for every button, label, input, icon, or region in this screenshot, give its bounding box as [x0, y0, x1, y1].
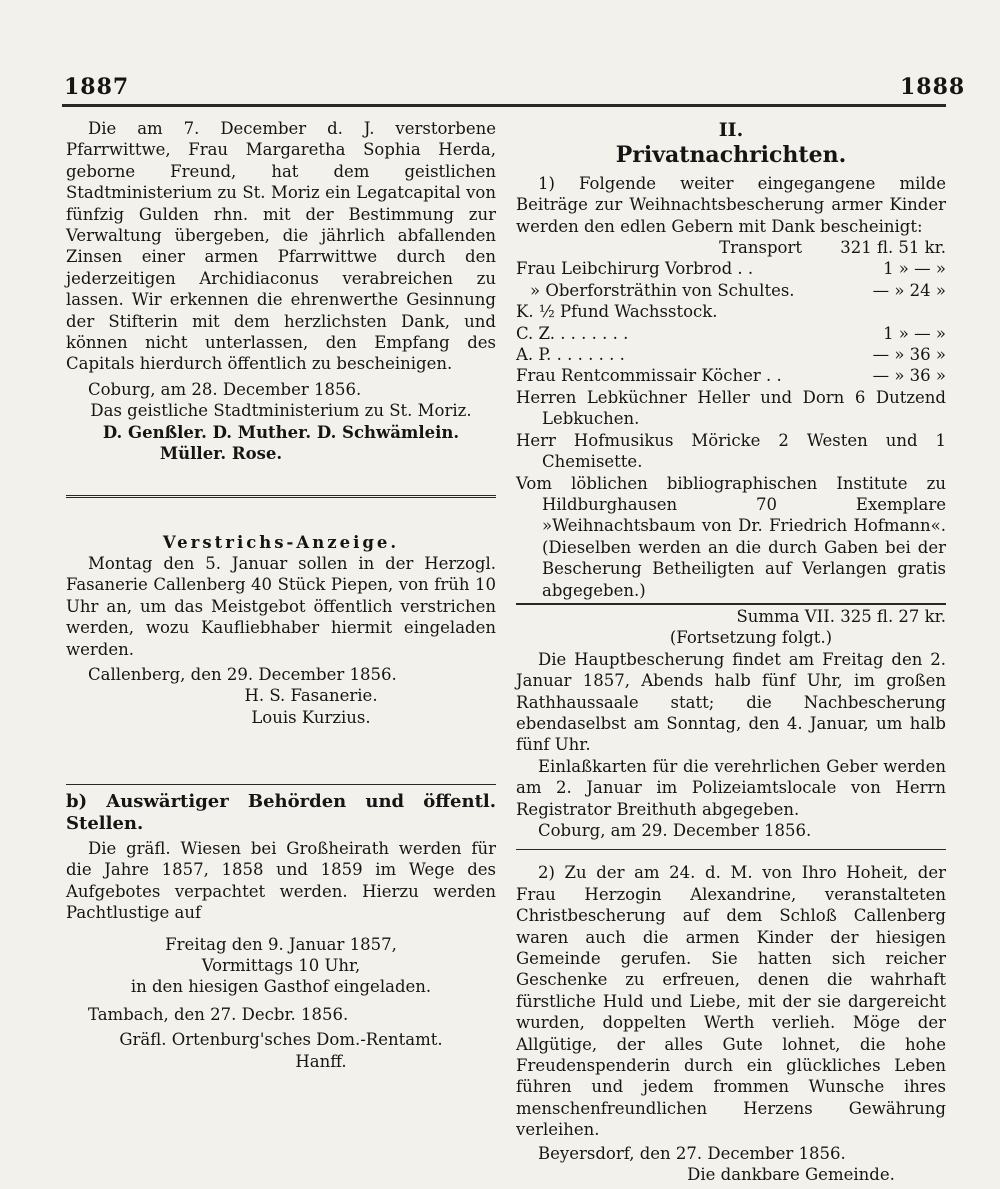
auction-notice-issuer: H. S. Fasanerie. [244, 686, 378, 706]
subsection-divider [66, 784, 496, 785]
donation-amount: — » 36 » [872, 345, 946, 365]
legacy-notice-signatures-1: D. Genßler. D. Muther. D. Schwämlein. [102, 422, 460, 442]
tickets-text: Einlaßkarten für die verehrlichen Geber werden am 2. Januar im Polizeiamtslocale von Herrn Registrator Breithuth abgegeben. [516, 756, 946, 819]
donation-name: Frau Rentcommissair Köcher . . [516, 366, 782, 386]
lease-notice-signature: Hanff. [295, 1051, 347, 1071]
donation-list [516, 258, 946, 386]
right-column [516, 118, 946, 1186]
donation-row [516, 280, 946, 301]
section-roman-numeral: II. [718, 119, 744, 141]
christmas-thanks-body: 2) Zu der am 24. d. M. von Ihro Hoheit, der Frau Herzogin Alexandrine, veranstalteten Christbescherung auf dem Schloß Callenberg waren auch die armen Kinder der hiesigen Gemeinde gerufen. Sie hatten sich reicher Geschenke zu erfreuen, denen die wahrhaft fürstliche Huld und Liebe, mit der sie dargereicht wurden, doppelten Werth verlieh. Möge der Allgütige, der alles Gute lohnet, die hohe Freudenspenderin durch ein glückliches Leben führen und jedem frommen Wunsche ihres menschenfreundlichen Herzens Gewährung verleihen. [516, 863, 946, 1140]
auction-notice-body: Montag den 5. Januar sollen in der Herzogl. Fasanerie Callenberg 40 Stück Piepen, von früh 10 Uhr an, um das Meistgebot öffentlich verstrichen werden, wozu Kaufliebhaber hiermit eingeladen werden. [66, 553, 496, 659]
continued-note: (Fortsetzung folgt.) [669, 628, 833, 648]
donation-row [516, 323, 946, 344]
page-number-right: 1888 [900, 74, 966, 100]
legacy-notice-place-date: Coburg, am 28. December 1856. [88, 379, 362, 399]
page-number-left: 1887 [64, 74, 130, 100]
donation-amount: 1 » — » [883, 323, 946, 343]
auction-notice-title: Verstrichs-Anzeige. [162, 532, 400, 552]
summa-row [516, 603, 946, 627]
lease-notice-place-date: Tambach, den 27. Decbr. 1856. [88, 1004, 349, 1024]
donation-amount: — » 24 » [872, 280, 946, 300]
donations-intro: 1) Folgende weiter eingegangene milde Beiträge zur Weihnachtsbescherung armer Kinder werden den edlen Gebern mit Dank bescheinigt: [516, 173, 946, 236]
legacy-notice-signatures-2: Müller. Rose. [159, 444, 283, 464]
transport-label: Transport [719, 238, 802, 258]
auction-notice-signature: Louis Kurzius. [251, 707, 371, 727]
lease-notice-date-line-2: Vormittags 10 Uhr, [201, 956, 361, 975]
donation-amount: 1 » — » [883, 259, 946, 279]
section-title: Privatnachrichten. [615, 142, 847, 169]
place-date-1: Coburg, am 29. December 1856. [538, 821, 812, 840]
place-date-2: Beyersdorf, den 27. December 1856. [538, 1143, 846, 1163]
donation-row [516, 344, 946, 365]
summa-total: Summa VII. 325 fl. 27 kr. [736, 606, 946, 626]
donation-name: K. ½ Pfund Wachsstock. [516, 302, 718, 322]
legacy-notice-body: Die am 7. December d. J. verstorbene Pfarrwittwe, Frau Margaretha Sophia Herda, geborne Freund, hat dem geistlichen Stadtministerium zu St. Moriz ein Legatcapital von fünfzig Gulden rhn. mit der Bestimmung zur Verwaltung übergeben, die jährlich abfallenden Zinsen einer armen Pfarrwittwe durch den jederzeitigen Archidiaconus verabreichen zu lassen. Wir erkennen die ehrenwerthe Gesinnung der Stifterin mit dem herzlichsten Dank, und können nicht unterlassen, den Empfang des Capitals hierdurch öffentlich zu bescheinigen. [66, 119, 496, 374]
community-signature: Die dankbare Gemeinde. [687, 1165, 895, 1185]
section-b-heading: b) Auswärtiger Behörden und öffentl. Stellen. [66, 791, 496, 834]
donation-row [516, 301, 946, 322]
donation-name: C. Z. . . . . . . . [516, 323, 629, 343]
gift-vests: Herr Hofmusikus Möricke 2 Westen und 1 Chemisette. [516, 430, 946, 472]
section-divider [66, 495, 496, 498]
gift-books: Vom löblichen bibliographischen Institute zu Hildburghausen 70 Exemplare »Weihnachtsbaum von Dr. Friedrich Hofmann«. (Dieselben werden an die durch Gaben bei der Bescherung Betheiligten auf Verlangen gratis abgegeben.) [516, 473, 946, 600]
auction-notice-place-date: Callenberg, den 29. December 1856. [88, 664, 397, 684]
lease-notice-date-line-1: Freitag den 9. Januar 1857, [165, 934, 397, 954]
legacy-notice-issuer: Das geistliche Stadtministerium zu St. Moriz. [90, 401, 472, 421]
left-column [66, 118, 496, 1072]
right-divider [516, 849, 946, 850]
lease-notice-date-line-3: in den hiesigen Gasthof eingeladen. [130, 977, 432, 997]
lease-notice-body: Die gräfl. Wiesen bei Großheirath werden für die Jahre 1857, 1858 und 1859 im Wege des Aufgebotes verpachtet werden. Hierzu werden Pachtlustige auf [66, 838, 496, 923]
main-event-text: Die Hauptbescherung findet am Freitag den 2. Januar 1857, Abends halb fünf Uhr, im großen Rathhaussaale statt; die Nachbescherung ebendaselbst am Sonntag, den 4. Januar, um halb fünf Uhr. [516, 649, 946, 755]
gift-gingerbread: Herren Lebküchner Heller und Dorn 6 Dutzend Lebkuchen. [516, 387, 946, 429]
transport-amount: 321 fl. 51 kr. [840, 238, 946, 258]
donation-name: » Oberforsträthin von Schultes. [530, 280, 795, 300]
donation-row [516, 365, 946, 386]
donation-row [516, 258, 946, 279]
header-rule [62, 104, 946, 107]
donation-amount: — » 36 » [872, 366, 946, 386]
donation-name: A. P. . . . . . . . [516, 345, 625, 365]
lease-notice-issuer: Gräfl. Ortenburg'sches Dom.-Rentamt. [119, 1030, 443, 1050]
transport-row [516, 237, 946, 258]
donation-name: Frau Leibchirurg Vorbrod . . [516, 259, 754, 279]
